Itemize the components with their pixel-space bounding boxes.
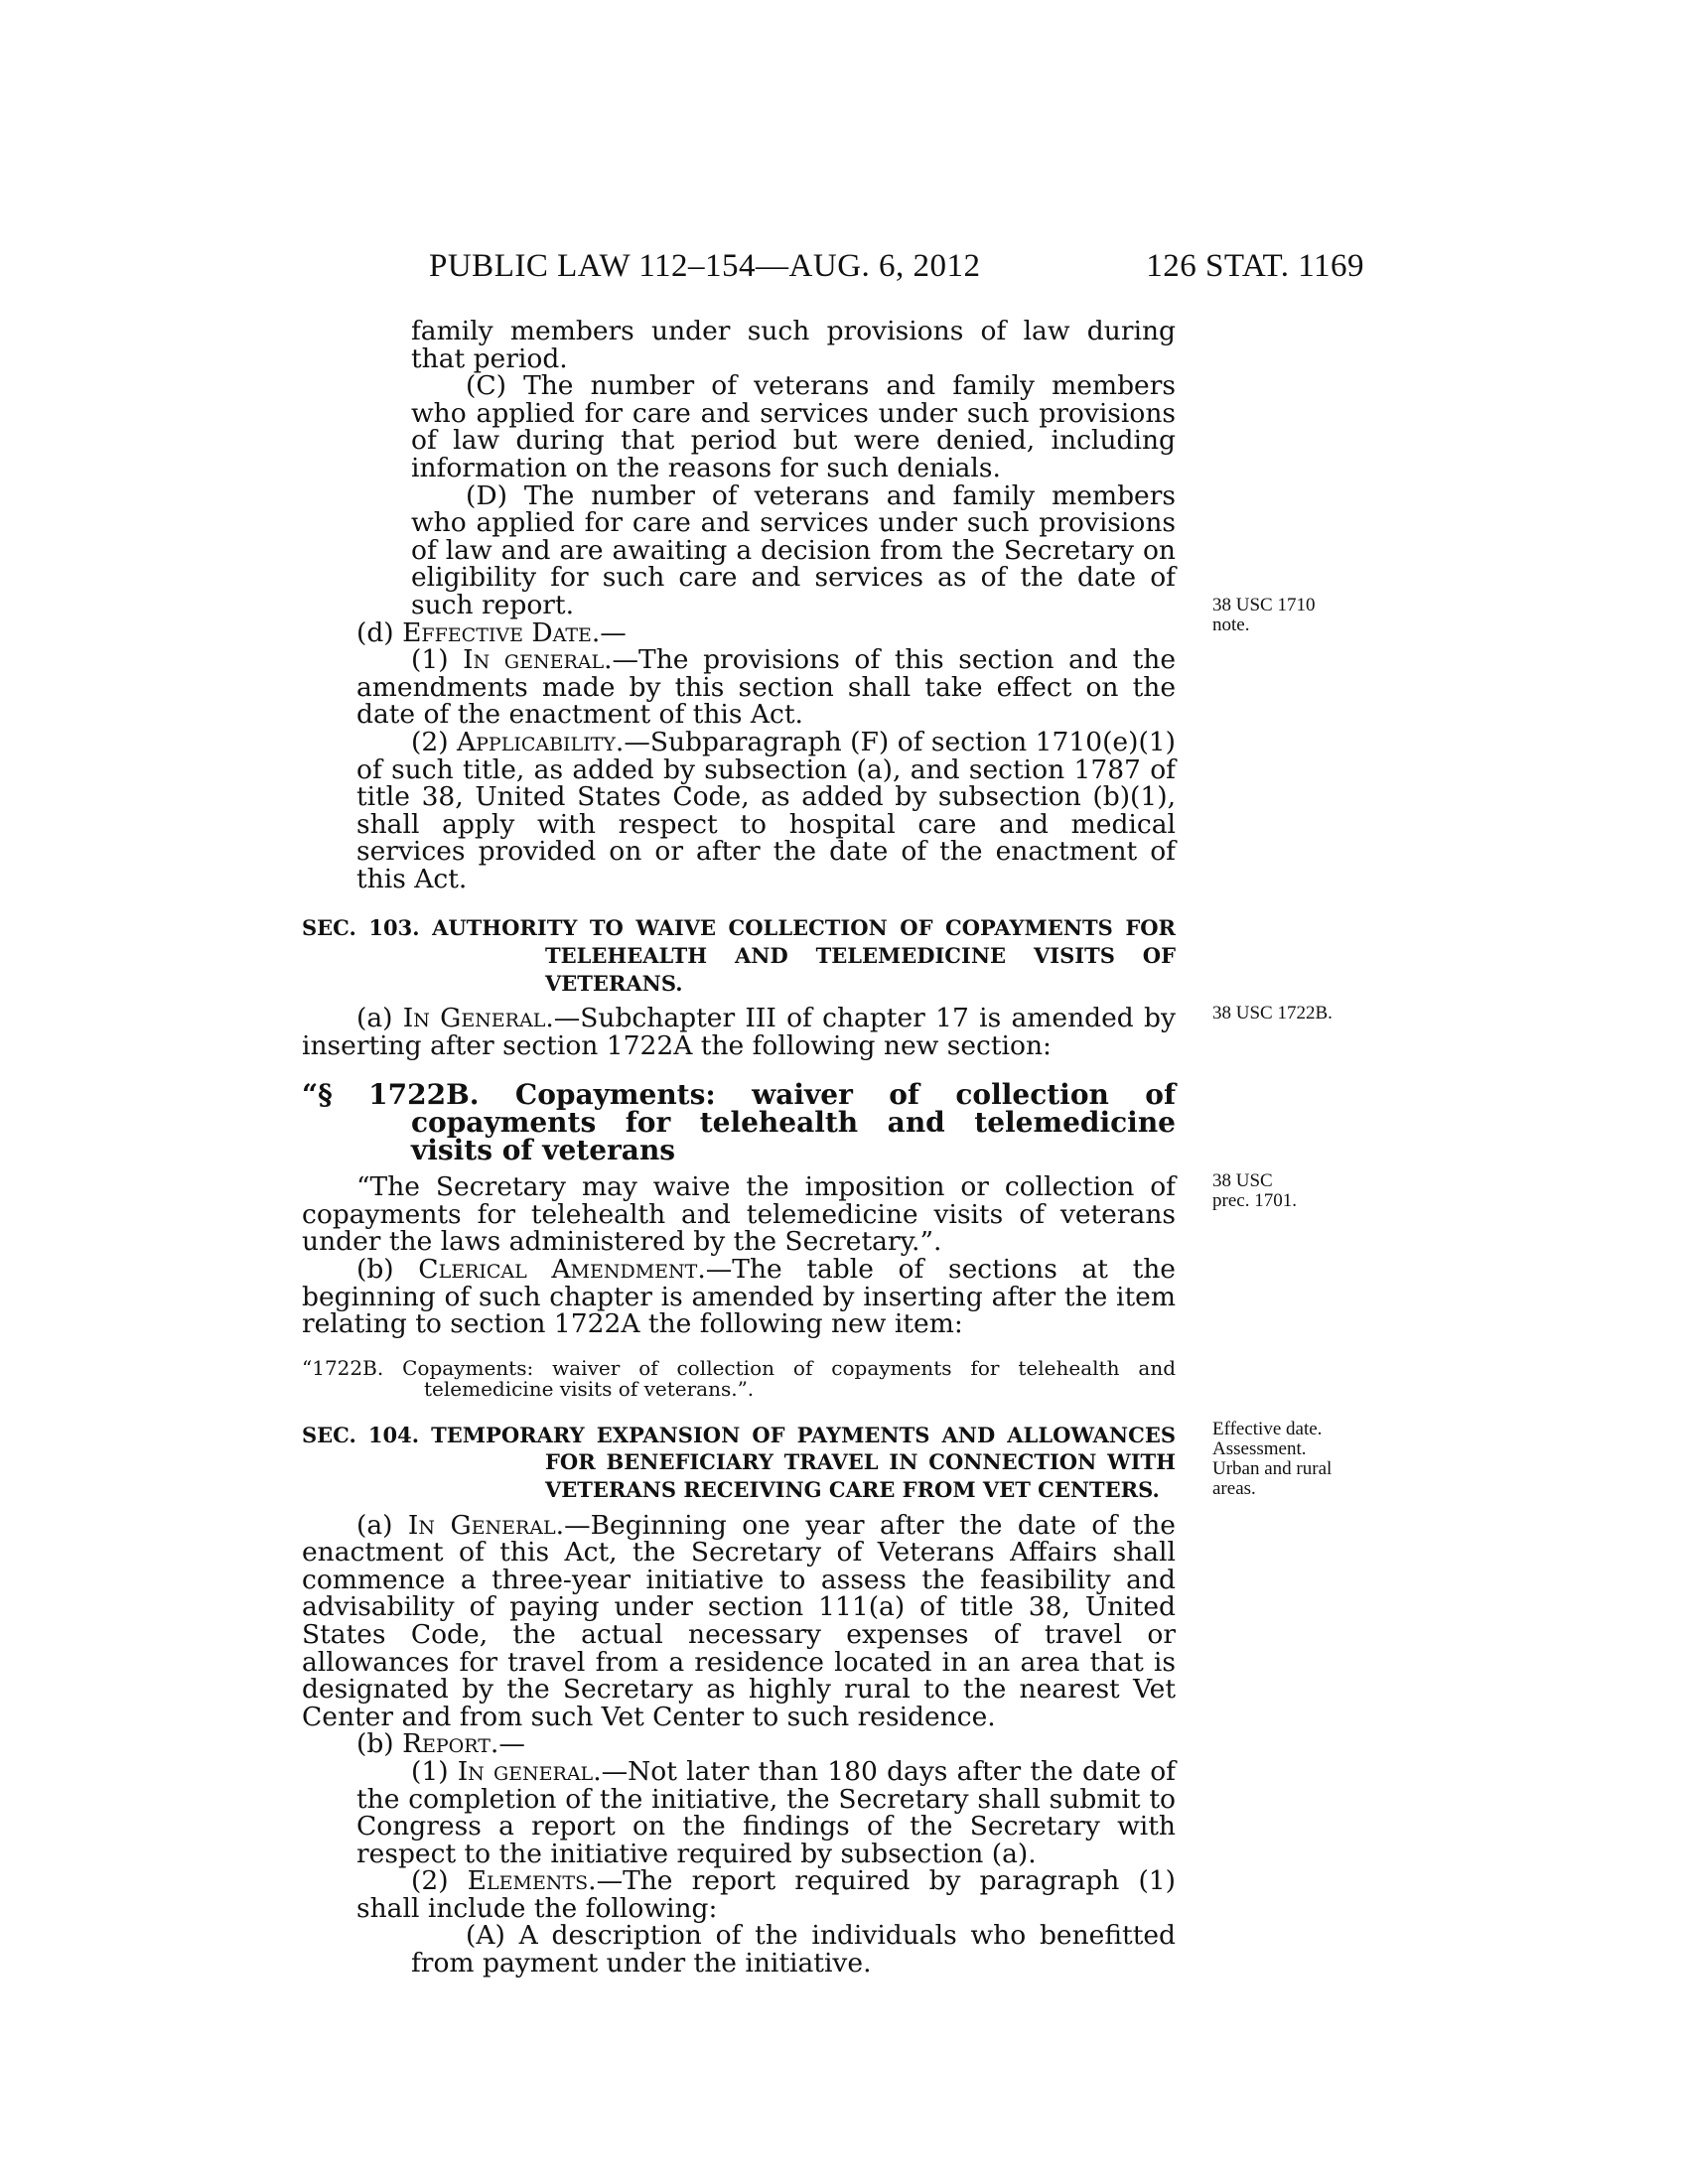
- page-header-stat: 126 STAT. 1169: [1146, 248, 1364, 284]
- paragraph: family members under such provisions of law during that period.: [411, 316, 1176, 374]
- section-1722b-heading: “§ 1722B. Copayments: waiver of collection of copayments for telehealth and telemedicine visits of veterans: [302, 1078, 1176, 1166]
- quoted-text: “The Secretary may waive the imposition or collection of copayments for telehealth and telemedicine visits of veterans under the laws administered by the Secretary.”.: [302, 1171, 1176, 1258]
- paragraph-text: .—The provisions of this section and the amendments made by this section shall take effect on the date of the enactment of this Act.: [356, 644, 1177, 731]
- heading-text: Report: [402, 1728, 491, 1760]
- heading-text: In general: [463, 644, 605, 676]
- heading-tail: .—: [490, 1728, 525, 1760]
- paragraph-text: .—Beginning one year after the date of the enactment of this Act, the Secretary of Veterans Affairs shall commence a three-year initiative to assess the feasibility and advisability of paying under section 111(a) of title 38, United States Code, the actual necessary expenses of travel or allowances for travel from a residence located in an area that is designated by the Secretary as highly rural to the nearest Vet Center and from such Vet Center to such residence.: [302, 1509, 1176, 1732]
- section-103-heading: SEC. 103. AUTHORITY TO WAIVE COLLECTION OF COPAYMENTS FOR TELEHEALTH AND TELEMEDICINE VISITS OF VETERANS.: [302, 915, 1176, 996]
- paragraph-b2a: (A) A description of the individuals who benefitted from payment under the initiative.: [411, 1920, 1176, 1979]
- margin-note-line: Effective date.: [1212, 1419, 1323, 1439]
- margin-note-line: 38 USC: [1212, 1170, 1273, 1191]
- document-body: [302, 318, 1176, 1978]
- paragraph-d: (D) The number of veterans and family members who applied for care and services under such provisions of law and are awaiting a decision from the Secretary on eligibility for such care and services as of the date of such report.: [411, 479, 1176, 620]
- paragraph-d2: [302, 726, 1176, 894]
- label: (1): [411, 1755, 458, 1787]
- margin-note-line: note.: [1212, 614, 1250, 635]
- label: (a): [356, 1003, 403, 1034]
- paragraph-text: .—The report required by paragraph (1) shall include the following:: [356, 1865, 1176, 1924]
- paragraph-b1: [302, 1755, 1176, 1869]
- label: (2): [411, 1865, 468, 1897]
- label: (b): [356, 1728, 403, 1760]
- heading-text: Clerical Amendment: [418, 1254, 698, 1285]
- page-header-title: PUBLIC LAW 112–154—AUG. 6, 2012: [429, 248, 981, 284]
- margin-note-38usc1722b: [1212, 1004, 1411, 1024]
- heading-text: In General: [402, 1003, 546, 1034]
- paragraph-text: .—Subchapter III of chapter 17 is amended by inserting after section 1722A the following new section:: [302, 1003, 1176, 1061]
- margin-note-line: Assessment.: [1212, 1438, 1307, 1459]
- paragraph-b2: [302, 1867, 1176, 1922]
- heading-text: In general: [457, 1755, 594, 1787]
- paragraph-text: .—Not later than 180 days after the date of the completion of the initiative, the Secretary shall submit to Congress a report on the findings of the Secretary with respect to the initiative required by subsection (a).: [356, 1755, 1176, 1869]
- subsection-b: [302, 1256, 1176, 1338]
- margin-note-line: areas.: [1212, 1478, 1256, 1499]
- subsection-d-heading: [302, 616, 1176, 648]
- margin-note-line: 38 USC 1710: [1212, 595, 1316, 615]
- margin-note-38usc1710: [1212, 596, 1411, 635]
- label: (b): [356, 1254, 419, 1285]
- label: (d): [356, 616, 403, 648]
- subsection-a: [302, 1509, 1176, 1732]
- paragraph-c: (C) The number of veterans and family members who applied for care and services under such provisions of law during that period but were denied, including information on the reasons for such denials.: [411, 370, 1176, 483]
- margin-note-line: Urban and rural: [1212, 1458, 1333, 1479]
- subsection-b-heading: [302, 1730, 1176, 1758]
- heading-tail: .—: [591, 616, 627, 648]
- heading-text: In General: [407, 1509, 556, 1541]
- margin-note-line: 38 USC 1722B.: [1212, 1003, 1333, 1024]
- paragraph-text: .—The table of sections at the beginning of such chapter is amended by inserting after the item relating to section 1722A the following new item:: [302, 1254, 1176, 1340]
- label: (2): [411, 726, 457, 757]
- label: (a): [356, 1509, 408, 1541]
- margin-note-38usc-prec1701: [1212, 1171, 1411, 1211]
- section-104-heading: SEC. 104. TEMPORARY EXPANSION OF PAYMENTS AND ALLOWANCES FOR BENEFICIARY TRAVEL IN CONNECTION WITH VETERANS RECEIVING CARE FROM VET CENTERS.: [302, 1422, 1176, 1502]
- heading-text: Applicability: [457, 726, 616, 757]
- table-of-sections-entry: “1722B. Copayments: waiver of collection of copayments for telehealth and telemedicine visits of veterans.”.: [302, 1355, 1176, 1401]
- heading-text: Effective Date: [402, 616, 592, 648]
- paragraph-text: .—Subparagraph (F) of section 1710(e)(1) of such title, as added by subsection (a), and section 1787 of title 38, United States Code, as added by subsection (b)(1), shall apply with respect to hospital care and medical services provided on or after the date of the enactment of this Act.: [356, 726, 1176, 894]
- label: (1): [411, 644, 464, 676]
- paragraph-d1: [302, 646, 1176, 729]
- margin-note-effective-date: [1212, 1420, 1411, 1499]
- subsection-a: [302, 1005, 1176, 1059]
- margin-note-line: prec. 1701.: [1212, 1190, 1297, 1211]
- heading-text: Elements: [467, 1865, 589, 1897]
